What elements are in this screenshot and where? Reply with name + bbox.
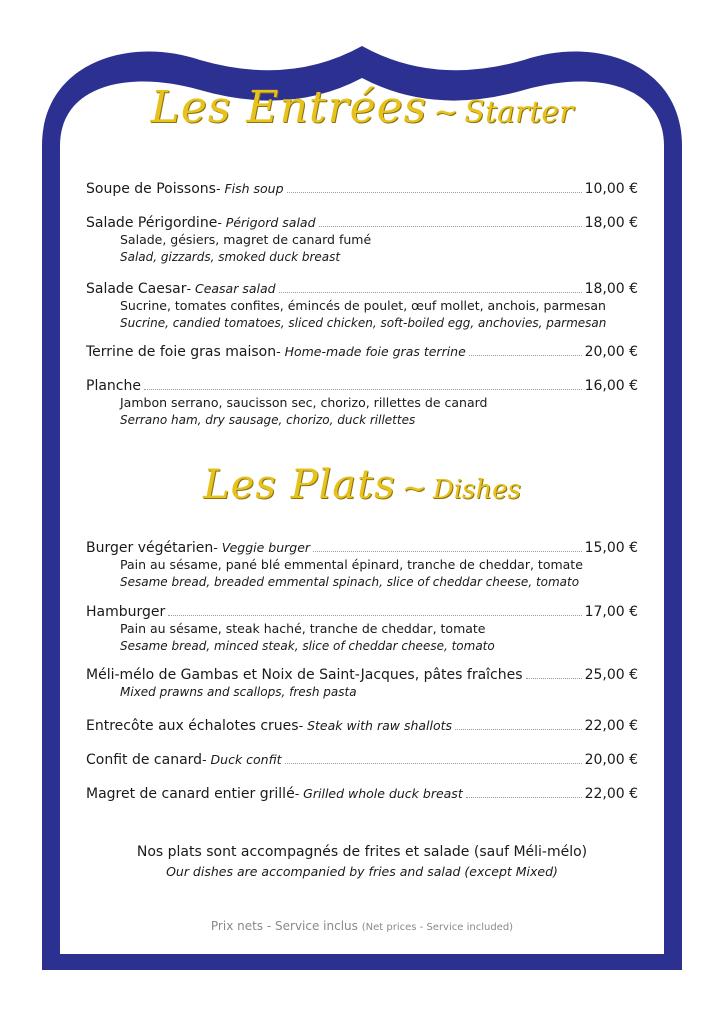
starters-heading (0, 82, 724, 133)
menu-item-planche (86, 377, 638, 428)
dot-leader (526, 678, 582, 679)
item-name: Burger végétarien (86, 540, 214, 556)
item-price: 18,00 € (584, 215, 638, 231)
item-description-fr: Pain au sésame, pané blé emmental épinard, tranche de cheddar, tomate (120, 557, 583, 572)
item-price: 20,00 € (584, 752, 638, 768)
item-description-en: Mixed prawns and scallops, fresh pasta (120, 685, 357, 699)
footer-note-en: Our dishes are accompanied by fries and salad (except Mixed) (166, 864, 558, 879)
service-text-en: (Net prices - Service included) (361, 922, 514, 933)
item-description-en: Sesame bread, minced steak, slice of cheddar cheese, tomato (120, 638, 495, 653)
item-name-separator: - (215, 181, 225, 196)
menu-item-salade-caesar (86, 280, 638, 331)
item-name: Méli-mélo de Gambas et Noix de Saint-Jacques, pâtes fraîches (86, 667, 523, 683)
menu-item-entrecote (86, 717, 638, 735)
item-translation: Steak with raw shallots (307, 718, 453, 733)
item-price: 15,00 € (584, 540, 638, 556)
menu-item-salade-perigordine (86, 214, 638, 265)
menu-item-terrine (86, 343, 638, 361)
item-name: Terrine de foie gras maison (86, 344, 277, 360)
dot-leader (313, 551, 582, 552)
item-price: 16,00 € (584, 378, 638, 394)
service-text: Prix nets - Service inclus (210, 919, 358, 933)
starters-title-separator: ~ (433, 95, 459, 130)
item-name-separator: - (186, 281, 195, 296)
plats-title-separator: ~ (401, 471, 427, 506)
starters-title: Les Entrées (150, 82, 428, 133)
item-name: Soupe de Poissons (86, 181, 216, 197)
item-translation: Fish soup (224, 181, 284, 196)
item-price: 17,00 € (584, 604, 638, 620)
menu-item-hamburger (86, 603, 638, 654)
item-translation: Veggie burger (221, 540, 311, 555)
footer-note-fr: Nos plats sont accompagnés de frites et salade (sauf Méli-mélo) (136, 844, 588, 860)
item-translation: Duck confit (210, 752, 282, 767)
item-name-separator: - (294, 786, 304, 801)
item-description-fr: Jambon serrano, saucisson sec, chorizo, rillettes de canard (120, 395, 488, 410)
item-translation: Home-made foie gras terrine (284, 344, 466, 359)
item-description-en: Serrano ham, dry sausage, chorizo, duck rillettes (120, 412, 416, 427)
item-description-fr: Sucrine, tomates confites, émincés de poulet, œuf mollet, anchois, parmesan (120, 298, 606, 313)
plats-subtitle: Dishes (432, 475, 521, 505)
item-description-en: Salad, gizzards, smoked duck breast (120, 249, 341, 264)
item-name-separator: - (298, 718, 308, 733)
item-price: 18,00 € (584, 281, 638, 297)
menu-item-burger-vegetarien (86, 539, 638, 590)
item-translation: Grilled whole duck breast (303, 786, 463, 801)
starters-subtitle: Starter (464, 95, 574, 130)
item-price: 20,00 € (584, 344, 638, 360)
item-name-separator: - (213, 540, 222, 555)
dot-leader (466, 797, 582, 798)
dot-leader (319, 226, 582, 227)
service-note (0, 919, 724, 933)
plats-heading (0, 462, 724, 508)
item-price: 25,00 € (584, 667, 638, 683)
item-price: 22,00 € (584, 718, 638, 734)
item-name-separator: - (217, 215, 226, 230)
item-name: Magret de canard entier grillé (86, 786, 295, 802)
dot-leader (455, 729, 582, 730)
item-description-en: Sucrine, candied tomatoes, sliced chicken, soft-boiled egg, anchovies, parmesan (120, 315, 607, 330)
dot-leader (469, 355, 582, 356)
menu-item-meli-melo (86, 666, 638, 701)
dot-leader (285, 763, 582, 764)
item-price: 22,00 € (584, 786, 638, 802)
dot-leader (168, 615, 581, 616)
item-name: Hamburger (86, 604, 166, 620)
item-description-en: Sesame bread, breaded emmental spinach, slice of cheddar cheese, tomato (120, 574, 580, 589)
dot-leader (279, 292, 582, 293)
item-description-fr: Salade, gésiers, magret de canard fumé (120, 232, 372, 247)
item-name: Salade Périgordine (86, 215, 218, 231)
dot-leader (287, 192, 582, 193)
dot-leader (144, 389, 582, 390)
item-name: Confit de canard (86, 752, 203, 768)
item-description-fr: Pain au sésame, steak haché, tranche de cheddar, tomate (120, 621, 486, 636)
item-name-separator: - (276, 344, 285, 359)
plats-title: Les Plats (203, 462, 396, 508)
menu-item-magret (86, 785, 638, 803)
menu-item-confit (86, 751, 638, 769)
item-name: Planche (86, 378, 141, 394)
item-name-separator: - (202, 752, 211, 767)
item-translation: Périgord salad (225, 215, 316, 230)
menu-item-soupe (86, 180, 638, 198)
item-price: 10,00 € (584, 181, 638, 197)
item-translation: Ceasar salad (194, 281, 276, 296)
item-name: Salade Caesar (86, 281, 187, 297)
item-name: Entrecôte aux échalotes crues (86, 718, 299, 734)
